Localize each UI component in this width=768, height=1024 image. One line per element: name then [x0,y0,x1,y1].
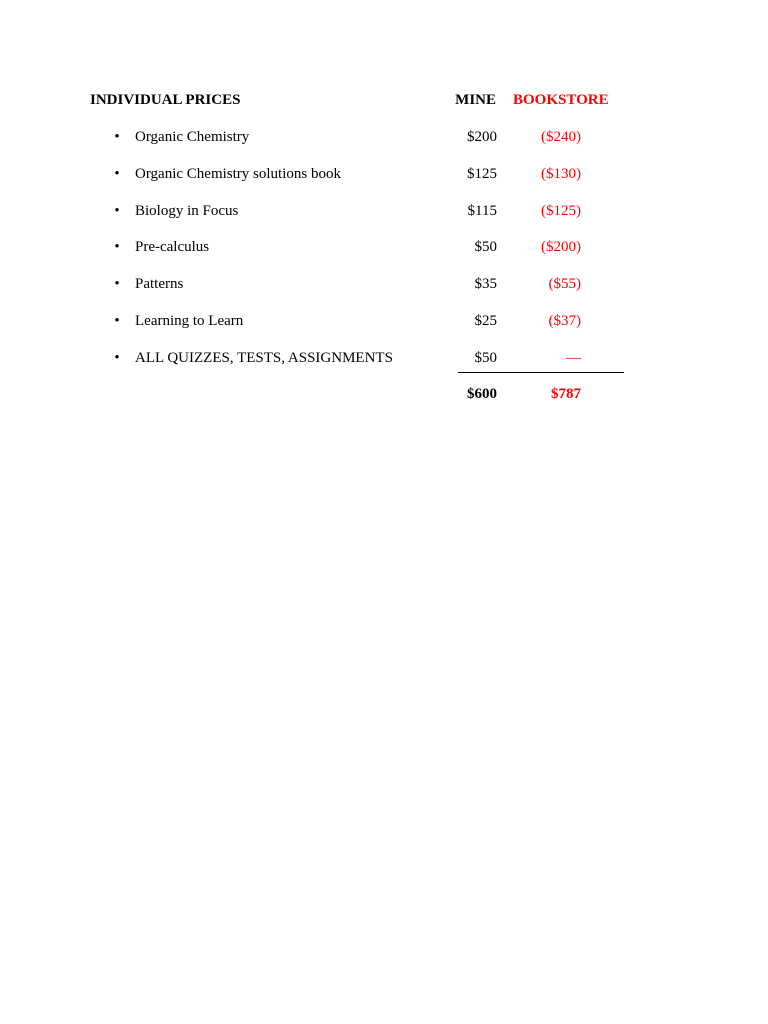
list-item [0,203,768,240]
list-item [0,276,768,313]
item-bookstore-price: ($55) [548,276,581,293]
item-mine-price: $115 [467,202,497,219]
item-mine-price: $50 [474,349,497,366]
bullet-icon: • [114,312,120,329]
item-mine-price: $125 [467,165,497,182]
bullet-icon: • [114,349,120,366]
list-item [0,166,768,203]
bookstore-total: $787 [551,386,581,402]
item-mine-price: $35 [474,276,497,293]
totals-row [0,386,768,406]
item-name: Patterns [135,276,184,293]
item-name: Organic Chemistry [135,129,250,145]
item-bookstore-price: ($125) [541,202,581,219]
item-bookstore-price: — [566,349,581,366]
item-mine-price: $200 [467,129,497,145]
item-bookstore-price: ($240) [541,129,581,145]
item-name: Pre-calculus [135,239,210,256]
table-header [0,92,768,112]
bullet-icon: • [114,239,120,256]
bullet-icon: • [114,129,120,145]
section-title: INDIVIDUAL PRICES [90,92,241,108]
item-name: Learning to Learn [135,312,244,329]
list-item [0,313,768,350]
item-name: Organic Chemistry solutions book [135,165,341,182]
price-list [0,129,768,387]
total-divider [458,372,624,373]
item-bookstore-price: ($200) [541,239,581,256]
list-item [0,239,768,276]
item-bookstore-price: ($130) [541,165,581,182]
item-name: Biology in Focus [135,202,239,219]
item-name: ALL QUIZZES, TESTS, ASSIGNMENTS [135,349,393,366]
list-item [0,129,768,166]
mine-column-header: MINE [455,92,496,108]
bullet-icon: • [114,202,120,219]
item-mine-price: $50 [474,239,497,256]
item-bookstore-price: ($37) [548,312,581,329]
bullet-icon: • [114,276,120,293]
item-mine-price: $25 [474,312,497,329]
mine-total: $600 [467,386,497,402]
bookstore-column-header: BOOKSTORE [513,92,609,108]
list-item [0,350,768,387]
bullet-icon: • [114,165,120,182]
